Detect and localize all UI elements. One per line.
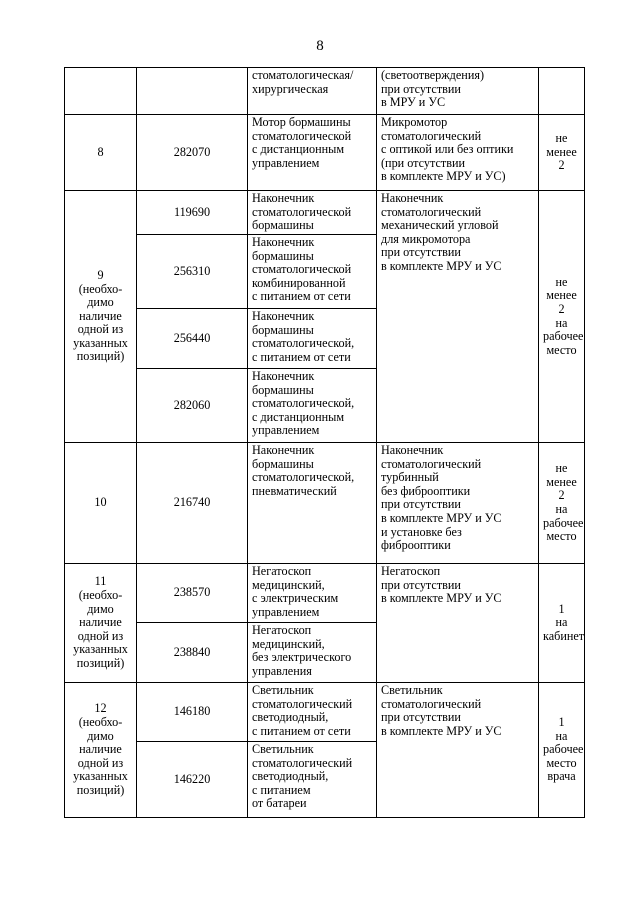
analog-cell: (светоотверждения) при отсутствии в МРУ и УС bbox=[377, 68, 539, 115]
quantity-cell: не менее 2 на рабочее место bbox=[539, 191, 585, 443]
item-name-cell: Мотор бормашины стоматологической с дистанционным управлением bbox=[248, 115, 377, 191]
item-name-cell: Наконечник бормашины стоматологической комбинированной с питанием от сети bbox=[248, 235, 377, 309]
code-cell: 216740 bbox=[137, 443, 248, 564]
quantity-cell: не менее 2 на рабочее место bbox=[539, 443, 585, 564]
page-number: 8 bbox=[316, 38, 324, 54]
table-row bbox=[65, 443, 585, 564]
row-number-cell: 9 (необхо- димо наличие одной из указанных позиций) bbox=[65, 191, 137, 443]
item-name-cell: Наконечник стоматологической бормашины bbox=[248, 191, 377, 235]
item-name-cell: Негатоскоп медицинский, без электрического управления bbox=[248, 623, 377, 683]
item-name-cell: Наконечник бормашины стоматологической, с дистанционным управлением bbox=[248, 369, 377, 443]
item-name-cell: Светильник стоматологический светодиодный, с питанием от батареи bbox=[248, 742, 377, 818]
row-number-cell: 11 (необхо- димо наличие одной из указанных позиций) bbox=[65, 564, 137, 683]
quantity-cell: 1 на кабинет bbox=[539, 564, 585, 683]
code-cell: 119690 bbox=[137, 191, 248, 235]
item-name-cell: стоматологическая/ хирургическая bbox=[248, 68, 377, 115]
quantity-cell: 1 на рабочее место врача bbox=[539, 683, 585, 818]
equipment-table bbox=[64, 67, 585, 818]
row-number-cell: 8 bbox=[65, 115, 137, 191]
table-row bbox=[65, 683, 585, 742]
table-row bbox=[65, 115, 585, 191]
item-name-cell: Негатоскоп медицинский, с электрическим управлением bbox=[248, 564, 377, 623]
table-row bbox=[65, 68, 585, 115]
analog-cell: Негатоскоп при отсутствии в комплекте МРУ и УС bbox=[377, 564, 539, 683]
item-name-cell: Наконечник бормашины стоматологической, с питанием от сети bbox=[248, 309, 377, 369]
code-cell: 238570 bbox=[137, 564, 248, 623]
analog-cell: Микромотор стоматологический с оптикой или без оптики (при отсутствии в комплекте МРУ и УС) bbox=[377, 115, 539, 191]
code-cell: 282070 bbox=[137, 115, 248, 191]
code-cell: 238840 bbox=[137, 623, 248, 683]
code-cell: 256440 bbox=[137, 309, 248, 369]
row-number-cell bbox=[65, 68, 137, 115]
row-number-cell: 12 (необхо- димо наличие одной из указанных позиций) bbox=[65, 683, 137, 818]
code-cell: 146220 bbox=[137, 742, 248, 818]
table-row bbox=[65, 564, 585, 623]
code-cell bbox=[137, 68, 248, 115]
quantity-cell: не менее 2 bbox=[539, 115, 585, 191]
quantity-cell bbox=[539, 68, 585, 115]
item-name-cell: Светильник стоматологический светодиодный, с питанием от сети bbox=[248, 683, 377, 742]
row-number-cell: 10 bbox=[65, 443, 137, 564]
analog-cell: Светильник стоматологический при отсутствии в комплекте МРУ и УС bbox=[377, 683, 539, 818]
item-name-cell: Наконечник бормашины стоматологической, пневматический bbox=[248, 443, 377, 564]
code-cell: 146180 bbox=[137, 683, 248, 742]
analog-cell: Наконечник стоматологический механический угловой для микромотора при отсутствии в комплекте МРУ и УС bbox=[377, 191, 539, 443]
code-cell: 282060 bbox=[137, 369, 248, 443]
table-row bbox=[65, 191, 585, 235]
analog-cell: Наконечник стоматологический турбинный без фиброоптики при отсутствии в комплекте МРУ и УС и установке без фиброоптики bbox=[377, 443, 539, 564]
code-cell: 256310 bbox=[137, 235, 248, 309]
